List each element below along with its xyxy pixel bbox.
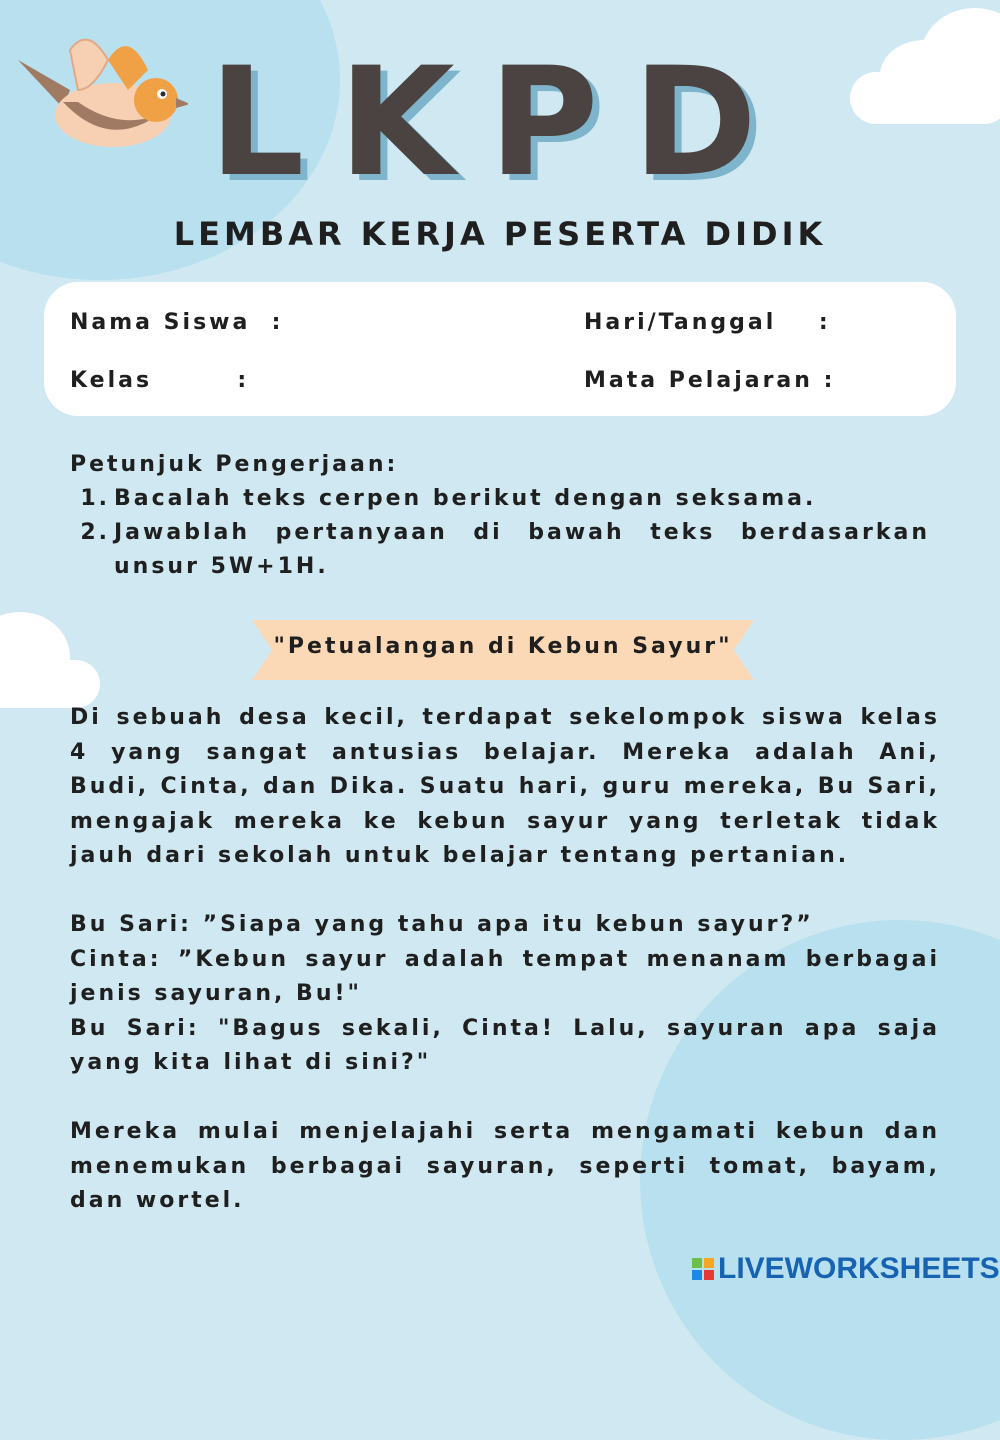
liveworksheets-icon — [692, 1258, 714, 1280]
story-text — [70, 701, 940, 1253]
student-info-box — [44, 282, 956, 416]
story-title: "Petualangan di Kebun Sayur" — [273, 634, 733, 659]
page-subtitle: LEMBAR KERJA PESERTA DIDIK — [173, 215, 827, 253]
story-paragraph: Di sebuah desa kecil, terdapat sekelompok siswa kelas 4 yang sangat antusias belajar. Mereka adalah Ani, Budi, Cinta, dan Dika. Suatu hari, guru mereka, Bu Sari, mengajak mereka ke kebun sayur yang terletak tidak jauh dari sekolah untuk belajar tentang pertanian. — [70, 705, 940, 868]
list-item — [70, 482, 930, 516]
list-number: 2. — [80, 520, 110, 545]
list-text: Bacalah teks cerpen berikut dengan seksama. — [114, 486, 817, 511]
nama-siswa-label: Nama Siswa : — [70, 310, 284, 335]
list-number: 1. — [80, 486, 110, 511]
mata-pelajaran-label: Mata Pelajaran : — [584, 368, 836, 393]
page-title: LKPD — [208, 36, 792, 210]
story-dialog: Cinta: ”Kebun sayur adalah tempat menanam berbagai jenis sayuran, Bu!" — [70, 946, 940, 1006]
instructions-heading: Petunjuk Pengerjaan: — [70, 452, 399, 477]
liveworksheets-text: LIVEWORKSHEETS — [718, 1252, 1000, 1285]
story-paragraph: Mereka mulai menjelajahi serta mengamati kebun dan menemukan berbagai sayuran, seperti tomat, bayam, dan wortel. — [70, 1119, 940, 1213]
liveworksheets-logo — [692, 1252, 1000, 1286]
list-text: Jawablah pertanyaan di bawah teks berdasarkan unsur 5W+1H. — [114, 520, 930, 579]
story-dialog: Bu Sari: "Bagus sekali, Cinta! Lalu, sayuran apa saja yang kita lihat di sini?" — [70, 1015, 940, 1075]
hari-tanggal-label: Hari/Tanggal : — [584, 310, 831, 335]
story-dialog: Bu Sari: ”Siapa yang tahu apa itu kebun sayur?” — [70, 912, 814, 937]
kelas-label: Kelas : — [70, 368, 250, 393]
instructions — [70, 448, 930, 584]
list-item — [70, 516, 930, 584]
